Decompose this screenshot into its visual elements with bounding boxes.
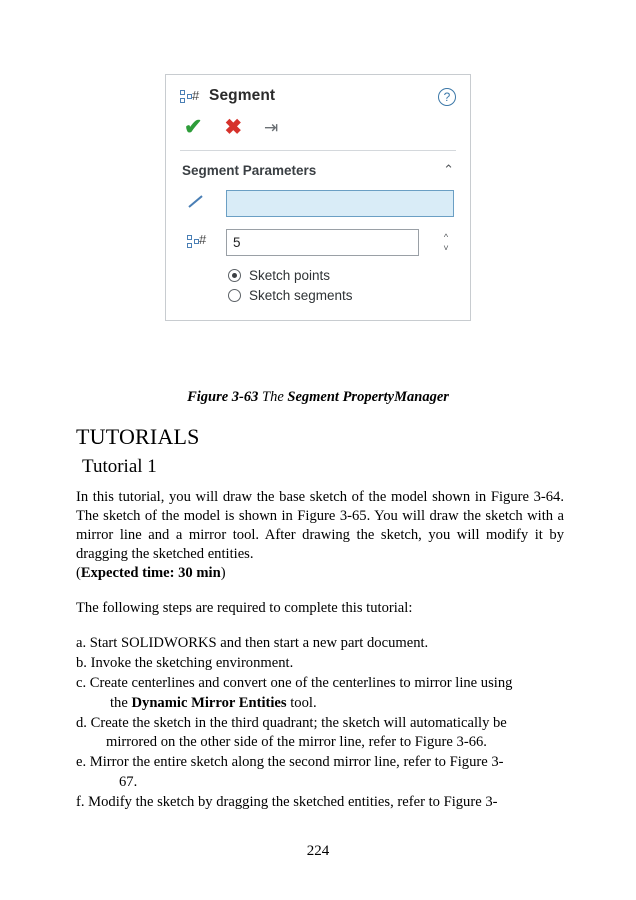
panel-action-row <box>166 106 470 150</box>
step-continuation <box>93 694 564 713</box>
list-item <box>76 654 564 673</box>
section-body <box>166 188 470 320</box>
step-continuation: mirrored on the other side of the mirror line, refer to Figure 3-66. <box>106 734 487 751</box>
paren-open: ( <box>76 564 81 581</box>
radio-label: Sketch points <box>249 268 331 283</box>
tutorial-intro-paragraph: In this tutorial, you will draw the base sketch of the model shown in Figure 3-64. The sketch of the model is shown in Figure 3-65. You will draw the sketch with a mirror line and a mirror tool. After drawing the sketch, you will modify it by dragging the sketched entities. <box>76 489 564 562</box>
chevron-up-icon[interactable]: ⌃ <box>443 162 454 177</box>
help-icon[interactable]: ? <box>438 88 456 106</box>
ok-check-icon[interactable]: ✔ <box>184 114 203 139</box>
stepper-up-icon[interactable]: ^ <box>443 231 449 242</box>
entity-selection-input[interactable] <box>226 190 454 217</box>
segment-propertymanager-panel <box>165 74 471 321</box>
figure-caption-text: The <box>262 389 288 405</box>
steps-intro: The following steps are required to complete this tutorial: <box>76 599 413 616</box>
step-text: f. Modify the sketch by dragging the sketched entities, refer to Figure 3- <box>76 793 498 810</box>
figure-caption <box>0 389 636 406</box>
panel-title: Segment <box>209 87 276 104</box>
panel-header <box>166 75 470 106</box>
step-continuation: 67. <box>119 773 138 790</box>
page-number: 224 <box>306 843 330 859</box>
step-text: a. Start SOLIDWORKS and then start a new part document. <box>76 634 429 651</box>
step-cont-bold: Dynamic Mirror Entities <box>131 694 287 711</box>
step-text: c. Create centerlines and convert one of the centerlines to mirror line using <box>76 675 513 692</box>
body-content <box>76 424 564 813</box>
list-item <box>76 634 564 653</box>
step-cont-post: tool. <box>286 694 317 711</box>
expected-time-line <box>76 564 564 583</box>
paren-close: ) <box>220 564 226 581</box>
list-item <box>76 714 564 753</box>
cancel-x-icon[interactable]: ✖ <box>224 115 243 139</box>
radio-icon[interactable] <box>228 289 241 302</box>
figure-caption-bold: Segment PropertyManager <box>287 389 449 405</box>
page-title: TUTORIALS <box>76 424 200 449</box>
step-text: d. Create the sketch in the third quadrant; the sketch will automatically be <box>76 714 507 731</box>
figure-caption-number: Figure 3-63 <box>187 389 259 405</box>
segment-icon: # <box>180 88 200 104</box>
list-item <box>76 793 564 812</box>
panel-title-row <box>180 87 275 105</box>
step-cont-pre: the <box>110 694 132 711</box>
section-title: Segment Parameters <box>182 162 317 178</box>
segment-count-stepper[interactable] <box>438 232 454 254</box>
radio-icon-selected[interactable] <box>228 269 241 282</box>
line-icon <box>182 194 212 213</box>
radio-option-sketch-points[interactable] <box>228 268 454 283</box>
steps-list <box>76 634 564 812</box>
entity-selection-row <box>182 190 454 217</box>
step-text: b. Invoke the sketching environment. <box>76 655 294 672</box>
segment-count-icon: # <box>182 233 212 252</box>
radio-label: Sketch segments <box>249 288 353 303</box>
tutorial-subheading: Tutorial 1 <box>82 456 157 477</box>
list-item <box>76 674 564 713</box>
segment-count-input[interactable]: 5 <box>226 229 419 256</box>
list-item <box>76 753 564 792</box>
radio-option-sketch-segments[interactable] <box>228 288 454 303</box>
step-text: e. Mirror the entire sketch along the second mirror line, refer to Figure 3- <box>76 754 504 771</box>
pin-icon[interactable]: ⇥ <box>264 117 279 137</box>
segment-parameters-section-header[interactable] <box>166 151 470 188</box>
stepper-down-icon[interactable]: ˅ <box>443 242 449 253</box>
expected-time-value: Expected time: 30 min <box>80 564 221 581</box>
segment-count-row <box>182 229 454 256</box>
segment-type-radio-group <box>182 268 454 303</box>
